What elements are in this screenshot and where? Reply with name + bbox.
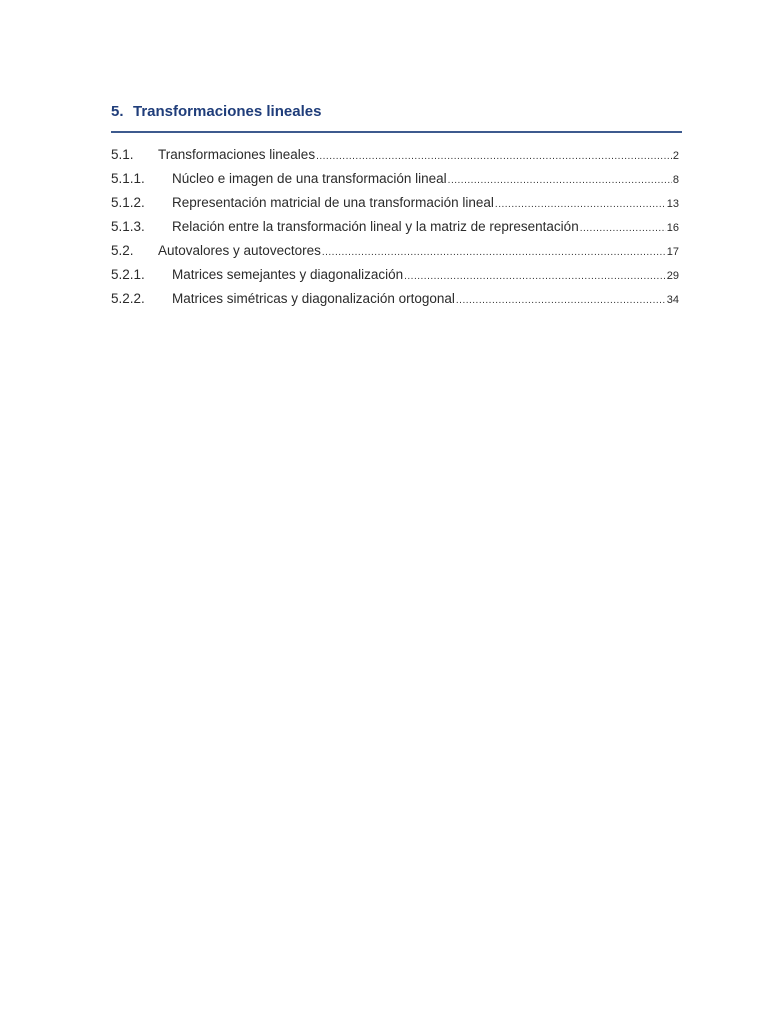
- toc-entry-page: 17: [666, 246, 679, 258]
- toc-entry-page: 16: [666, 222, 679, 234]
- toc-entry-title: Matrices semejantes y diagonalización: [172, 267, 404, 282]
- toc-entry-page: 34: [666, 294, 679, 306]
- toc-entry-page: 13: [666, 198, 679, 210]
- toc-entry-page: 8: [672, 174, 679, 186]
- toc-entry[interactable]: [111, 147, 679, 171]
- toc-entry[interactable]: [111, 195, 679, 219]
- toc-dot-leader: [322, 247, 666, 258]
- toc-entry[interactable]: [111, 243, 679, 267]
- toc-entry-page: 29: [666, 270, 679, 282]
- toc-dot-leader: [448, 175, 672, 186]
- toc-entry-title: Autovalores y autovectores: [158, 243, 321, 258]
- toc-entry[interactable]: [111, 291, 679, 315]
- toc-entry-number: 5.2.2.: [111, 291, 145, 306]
- toc-dot-leader: [580, 223, 666, 234]
- toc-entry-title: Relación entre la transformación lineal y la matriz de representación: [172, 219, 579, 234]
- toc-entry-number: 5.2.1.: [111, 267, 145, 282]
- toc-entry-title: Matrices simétricas y diagonalización ortogonal: [172, 291, 455, 306]
- toc-entry-title: Representación matricial de una transformación lineal: [172, 195, 494, 210]
- heading-divider: [111, 131, 682, 133]
- toc-entry-number: 5.1.: [111, 147, 134, 162]
- toc-entry-number: 5.1.2.: [111, 195, 145, 210]
- toc-entry-page: 2: [672, 150, 679, 162]
- toc-entry-number: 5.2.: [111, 243, 134, 258]
- chapter-heading: [111, 103, 683, 120]
- toc-entry-number: 5.1.1.: [111, 171, 145, 186]
- toc-entry[interactable]: [111, 171, 679, 195]
- toc-dot-leader: [404, 271, 666, 282]
- toc-entry-number: 5.1.3.: [111, 219, 145, 234]
- toc-entry-title: Transformaciones lineales: [158, 147, 316, 162]
- toc-dot-leader: [495, 199, 666, 210]
- toc-entry-title: Núcleo e imagen de una transformación lineal: [172, 171, 447, 186]
- chapter-number: 5.: [111, 103, 124, 120]
- toc-dot-leader: [456, 295, 666, 306]
- table-of-contents: [111, 147, 679, 315]
- chapter-title: Transformaciones lineales: [133, 103, 322, 120]
- toc-entry[interactable]: [111, 219, 679, 243]
- toc-dot-leader: [316, 151, 672, 162]
- toc-entry[interactable]: [111, 267, 679, 291]
